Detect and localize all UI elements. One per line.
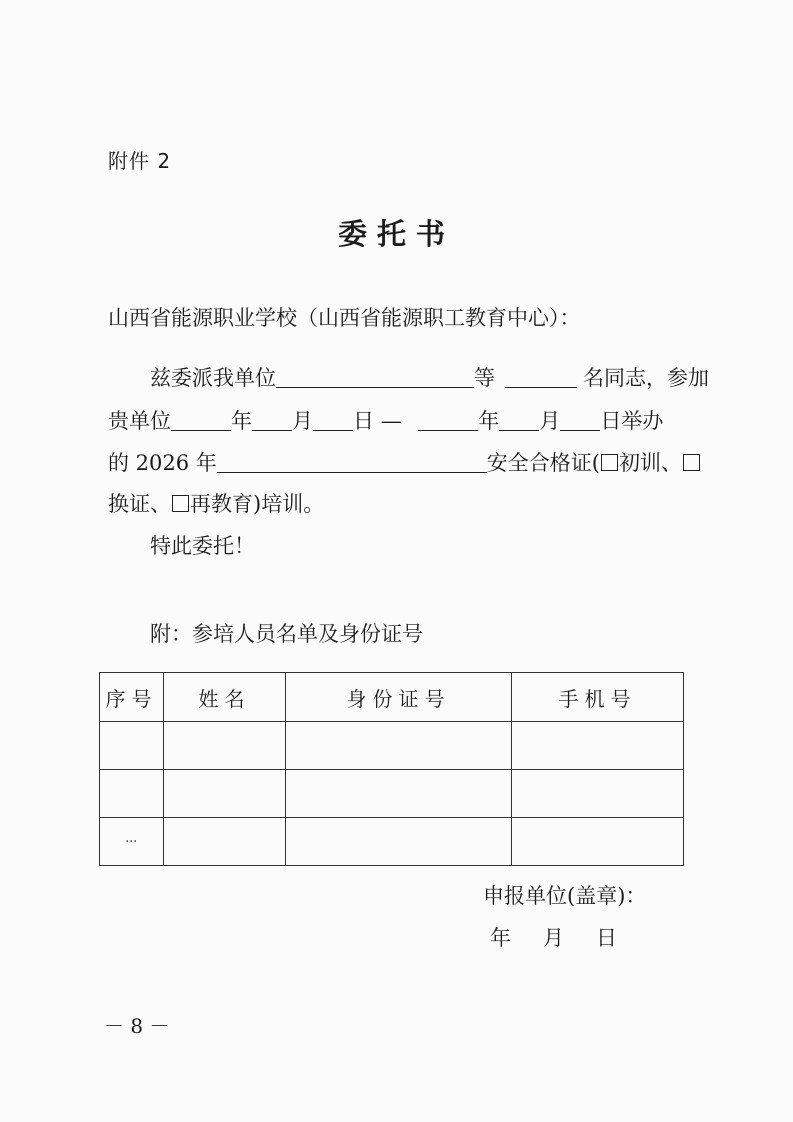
body-line-3 — [108, 449, 701, 477]
text: — — [380, 409, 402, 433]
text: 贵单位 — [108, 409, 171, 433]
checkbox-re-education[interactable] — [172, 495, 189, 512]
body-line-1 — [150, 364, 709, 392]
text: 初训、 — [619, 451, 682, 475]
table-cell[interactable] — [286, 770, 512, 818]
page-number: － 8 － — [104, 1014, 170, 1038]
table-cell[interactable] — [286, 722, 512, 770]
text: 安全合格证( — [486, 451, 600, 475]
attachment-label: 附件 2 — [108, 149, 172, 173]
body-line-4 — [108, 490, 324, 518]
text: 名同志，参加 — [583, 366, 709, 390]
checkbox-renewal[interactable] — [683, 454, 700, 471]
text: 兹委派我单位 — [150, 366, 276, 390]
text: 日举办 — [600, 409, 664, 433]
addressee: 山西省能源职业学校（山西省能源职工教育中心）： — [108, 306, 581, 330]
table-cell[interactable] — [164, 722, 286, 770]
table-cell[interactable] — [512, 770, 684, 818]
table-row — [100, 722, 684, 770]
table-row — [100, 770, 684, 818]
table-cell[interactable] — [512, 818, 684, 866]
table-header-row — [100, 673, 684, 722]
table-cell[interactable] — [100, 818, 164, 866]
end-day-blank[interactable] — [560, 408, 600, 431]
body-line-2 — [108, 407, 663, 435]
checkbox-initial-training[interactable] — [601, 454, 618, 471]
table-cell[interactable] — [100, 722, 164, 770]
start-month-blank[interactable] — [252, 408, 292, 431]
text: 日 — [353, 409, 374, 433]
signature-date — [490, 922, 617, 952]
text: 月 — [539, 409, 561, 433]
date-day: 日 — [596, 926, 617, 950]
certificate-type-blank[interactable] — [217, 450, 487, 473]
table-row — [100, 818, 684, 866]
table-cell[interactable] — [164, 770, 286, 818]
text: 等 — [474, 366, 495, 390]
attachment-note: 附：参培人员名单及身份证号 — [150, 622, 423, 646]
text: 年 — [231, 409, 252, 433]
header-cell: 手机号 — [512, 673, 684, 722]
closing-text: 特此委托！ — [150, 534, 255, 558]
participant-table — [99, 672, 684, 866]
end-year-blank[interactable] — [418, 408, 478, 431]
text: 年 — [478, 409, 500, 433]
header-cell: 序号 — [100, 673, 164, 722]
header-cell: 身份证号 — [286, 673, 512, 722]
unit-name-blank[interactable] — [276, 365, 474, 388]
table-cell[interactable] — [100, 770, 164, 818]
table-cell[interactable] — [164, 818, 286, 866]
start-day-blank[interactable] — [313, 408, 353, 431]
date-year: 年 — [490, 926, 511, 950]
table-cell[interactable] — [512, 722, 684, 770]
text: 的 2026 年 — [108, 451, 217, 475]
ellipsis-mark: ⋮ — [124, 834, 139, 849]
table-cell[interactable] — [286, 818, 512, 866]
text: 月 — [292, 409, 313, 433]
text: 再教育)培训。 — [190, 492, 325, 516]
text: 换证、 — [108, 492, 171, 516]
start-year-blank[interactable] — [171, 408, 231, 431]
header-cell: 姓名 — [164, 673, 286, 722]
count-blank[interactable] — [505, 365, 577, 388]
date-month: 月 — [543, 926, 564, 950]
document-title: 委托书 — [337, 217, 455, 251]
applicant-unit-seal: 申报单位(盖章)： — [483, 884, 647, 908]
end-month-blank[interactable] — [499, 408, 539, 431]
